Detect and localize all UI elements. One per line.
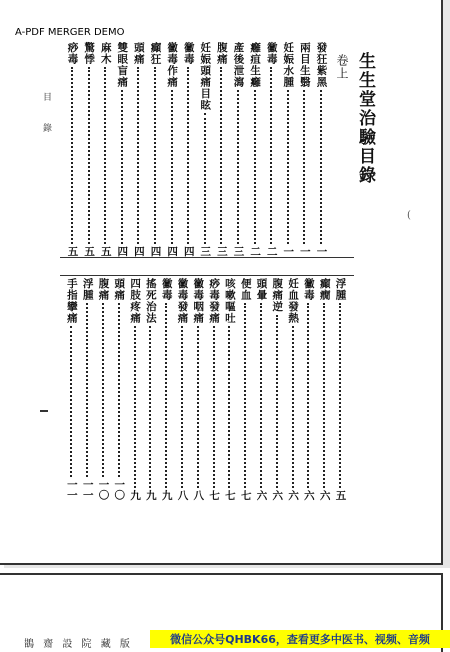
toc-entry-page: 九 <box>144 489 157 500</box>
toc-entry <box>214 42 228 256</box>
toc-entry-title: 浮腫 <box>334 278 347 301</box>
toc-entry <box>131 42 145 256</box>
toc-entry-title: 痧毒發痛 <box>208 278 221 324</box>
rule-top <box>60 257 354 258</box>
toc-leader-dots <box>187 67 189 244</box>
toc-entry-page: 七 <box>239 489 252 500</box>
toc-entry-page: 四 <box>182 245 195 256</box>
toc-entry-page: 三 <box>232 245 245 256</box>
toc-entry-page: 一一 <box>65 479 78 500</box>
toc-entry <box>128 278 142 500</box>
toc-entry <box>82 42 96 256</box>
toc-leader-dots <box>104 67 106 244</box>
toc-entry-page: 一〇 <box>113 479 126 500</box>
toc-entry <box>254 278 268 500</box>
toc-entry-page: 三 <box>199 245 212 256</box>
toc-entry-page: 一 <box>315 245 328 256</box>
toc-entry <box>314 42 328 256</box>
toc-entry-page: 七 <box>208 489 221 500</box>
toc-entry-page: 二 <box>249 245 262 256</box>
toc-entry <box>175 278 189 500</box>
toc-entry-title: 腹痛 <box>97 278 110 301</box>
rule-bottom <box>60 275 354 276</box>
toc-leader-dots <box>244 303 246 488</box>
toc-entry-page: 四 <box>116 245 129 256</box>
watermark-text: A-PDF MERGER DEMO <box>15 27 125 38</box>
toc-entry-title: 癲狂 <box>149 42 162 65</box>
toc-leader-dots <box>307 303 309 488</box>
publisher-colophon: 鵲 齋 設 院 藏 版 <box>24 639 133 650</box>
toc-entry-page: 九 <box>129 489 142 500</box>
toc-leader-dots <box>292 326 294 488</box>
toc-leader-dots <box>197 326 199 488</box>
toc-entry <box>198 42 212 256</box>
toc-leader-dots <box>320 90 322 244</box>
toc-entry-page: 八 <box>176 489 189 500</box>
toc-leader-dots <box>134 326 136 488</box>
toc-entry <box>264 42 278 256</box>
toc-entry-title: 黴毒 <box>160 278 173 301</box>
toc-entry <box>143 278 157 500</box>
toc-entry-title: 妊娠水腫 <box>282 42 295 88</box>
toc-entry-page: 六 <box>287 489 300 500</box>
toc-entry-title: 便血 <box>239 278 252 301</box>
toc-entry-title: 頭暈 <box>255 278 268 301</box>
toc-entry-title: 四肢疼痛 <box>129 278 142 324</box>
toc-entry-title: 黴毒 <box>182 42 195 65</box>
toc-leader-dots <box>70 326 72 477</box>
toc-entry-title: 搖死治法 <box>144 278 157 324</box>
toc-leader-dots <box>154 67 156 244</box>
toc-entry-page: 一〇 <box>97 479 110 500</box>
toc-entry <box>65 42 79 256</box>
toc-entry <box>297 42 311 256</box>
toc-leader-dots <box>137 67 139 244</box>
toc-leader-dots <box>181 326 183 488</box>
toc-entry <box>98 42 112 256</box>
side-mark <box>40 410 48 412</box>
toc-entry <box>181 42 195 256</box>
toc-entry-page: 一一 <box>81 479 94 500</box>
toc-leader-dots <box>71 67 73 244</box>
toc-entry <box>159 278 173 500</box>
toc-entry-title: 驚悸 <box>83 42 96 65</box>
toc-entry-page: 六 <box>302 489 315 500</box>
toc-entry-page: 一 <box>282 245 295 256</box>
toc-entry-title: 黴毒咽痛 <box>192 278 205 324</box>
toc-entry-page: 五 <box>334 489 347 500</box>
toc-entry-title: 痧毒 <box>66 42 79 65</box>
toc-leader-dots <box>287 90 289 244</box>
toc-leader-dots <box>118 303 120 477</box>
toc-entry-title: 頭痛 <box>132 42 145 65</box>
toc-leader-dots <box>237 90 239 244</box>
toc-entry <box>96 278 110 500</box>
toc-entry-title: 黴毒 <box>302 278 315 301</box>
toc-entry-page: 五 <box>83 245 96 256</box>
margin-mark: ( <box>407 210 411 221</box>
toc-entry-title: 頭痛 <box>113 278 126 301</box>
toc-entry-page: 四 <box>166 245 179 256</box>
toc-leader-dots <box>213 326 215 488</box>
promo-banner: 微信公众号QHBK66，查看更多中医书、视频、音频 <box>150 630 450 648</box>
toc-leader-dots <box>303 90 305 244</box>
toc-leader-dots <box>260 303 262 488</box>
toc-entry-page: 四 <box>132 245 145 256</box>
toc-entry <box>248 42 262 256</box>
toc-entry <box>333 278 347 500</box>
toc-leader-dots <box>270 67 272 244</box>
side-label-2: 錄 <box>41 123 51 132</box>
toc-entry-page: 四 <box>149 245 162 256</box>
toc-entry-title: 癲癇 <box>318 278 331 301</box>
toc-entry-title: 黴毒作痛 <box>166 42 179 88</box>
toc-entry <box>231 42 245 256</box>
toc-leader-dots <box>204 113 206 244</box>
toc-leader-dots <box>254 90 256 244</box>
toc-leader-dots <box>339 303 341 488</box>
toc-entry-title: 手指攣痛 <box>65 278 78 324</box>
toc-entry-page: 七 <box>223 489 236 500</box>
toc-leader-dots <box>276 315 278 488</box>
toc-entry <box>270 278 284 500</box>
toc-leader-dots <box>323 303 325 488</box>
toc-leader-dots <box>149 326 151 488</box>
toc-entry-title: 妊血發熱 <box>287 278 300 324</box>
toc-entry-title: 癰疽生癰 <box>249 42 262 88</box>
toc-entry <box>115 42 129 256</box>
toc-entry <box>317 278 331 500</box>
toc-entry-title: 兩目生翳 <box>298 42 311 88</box>
toc-entry <box>165 42 179 256</box>
toc-entry <box>238 278 252 500</box>
toc-leader-dots <box>171 90 173 244</box>
toc-leader-dots <box>220 67 222 244</box>
toc-entry <box>281 42 295 256</box>
toc-leader-dots <box>88 67 90 244</box>
toc-entry <box>64 278 78 500</box>
toc-leader-dots <box>121 90 123 244</box>
toc-entry <box>191 278 205 500</box>
toc-entry <box>207 278 221 500</box>
toc-entry-title: 發狂紫黑 <box>315 42 328 88</box>
toc-entry-page: 八 <box>192 489 205 500</box>
toc-entry-page: 九 <box>160 489 173 500</box>
toc-entry-page: 五 <box>99 245 112 256</box>
volume-label: 卷上 <box>335 54 349 80</box>
toc-entry <box>301 278 315 500</box>
toc-entry-title: 咳嗽嘔吐 <box>223 278 236 324</box>
toc-entry-title: 黴毒 <box>265 42 278 65</box>
toc-entry-page: 三 <box>215 245 228 256</box>
toc-leader-dots <box>228 326 230 488</box>
toc-entry <box>112 278 126 500</box>
toc-entry-title: 腹痛 <box>215 42 228 65</box>
toc-entry-page: 五 <box>66 245 79 256</box>
toc-entry-title: 麻木 <box>99 42 112 65</box>
toc-entry-title: 腹痛逆 <box>271 278 284 313</box>
toc-leader-dots <box>86 303 88 477</box>
toc-entry-page: 六 <box>255 489 268 500</box>
toc-leader-dots <box>102 303 104 477</box>
document-title: 生生堂治驗目錄 <box>355 52 375 185</box>
toc-entry-title: 產後泄瀉 <box>232 42 245 88</box>
toc-entry-title: 雙眼盲痛 <box>116 42 129 88</box>
toc-entry-title: 妊娠頭痛目眩 <box>199 42 212 111</box>
toc-entry <box>222 278 236 500</box>
toc-entry-title: 浮腫 <box>81 278 94 301</box>
toc-entry <box>286 278 300 500</box>
toc-leader-dots <box>165 303 167 488</box>
toc-entry-page: 六 <box>318 489 331 500</box>
toc-entry-title: 黴毒發痛 <box>176 278 189 324</box>
toc-entry-page: 六 <box>271 489 284 500</box>
side-label-1: 目 <box>41 92 51 101</box>
toc-entry-page: 一 <box>298 245 311 256</box>
toc-entry <box>80 278 94 500</box>
toc-entry <box>148 42 162 256</box>
toc-entry-page: 二 <box>265 245 278 256</box>
